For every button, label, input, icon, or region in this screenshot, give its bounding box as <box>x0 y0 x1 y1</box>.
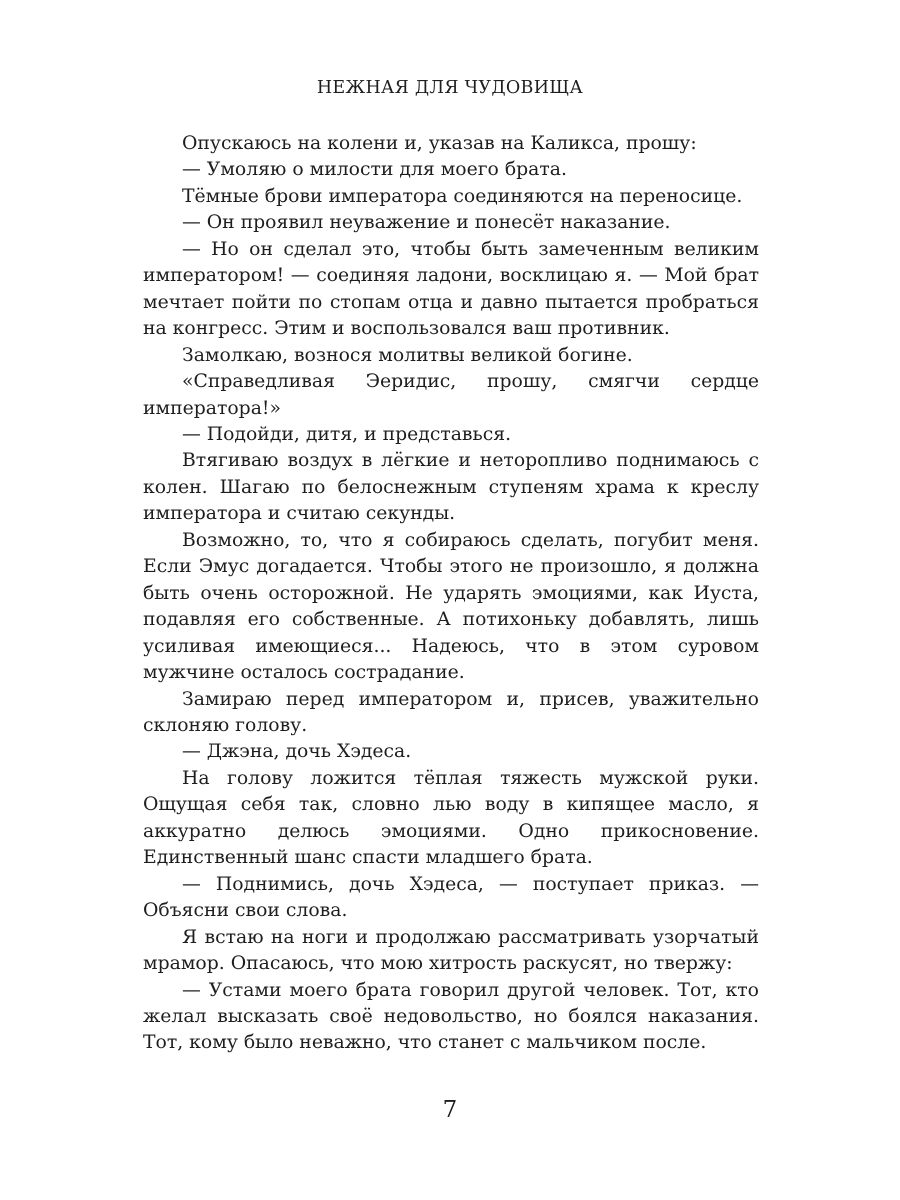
paragraph: Замолкаю, вознося молитвы великой богине. <box>182 344 633 366</box>
page-number: 7 <box>442 1097 458 1123</box>
paragraph: Замираю перед императором и, присев, уважительно склоняю голову. <box>143 688 759 736</box>
paragraph: — Умоляю о милости для моего брата. <box>182 159 567 181</box>
paragraph: На голову ложится тёплая тяжесть мужской руки. Ощущая себя так, словно лью воду в кипящее масло, я аккуратно делюсь эмоциями. Одно прикосновение. Единственный шанс спасти младшего брата. <box>143 767 759 869</box>
paragraph: Возможно, то, что я собираюсь сделать, погубит меня. Если Эмус догадается. Чтобы этого не произошло, я должна быть очень осторожной. Не ударять эмоциями, как Иуста, подавляя его собственные. А потихоньку добавлять, лишь усиливая имеющиеся... Надеюсь, что в этом суровом мужчине осталось сострадание. <box>143 529 759 684</box>
paragraph: «Справедливая Эеридис, прошу, смягчи сердце императора!» <box>143 371 759 419</box>
paragraph: — Подойди, дитя, и представься. <box>182 423 512 445</box>
paragraph: Опускаюсь на колени и, указав на Каликса, прошу: <box>182 133 697 154</box>
paragraph: Я встаю на ноги и продолжаю рассматривать узорчатый мрамор. Опасаюсь, что мою хитрость раскусят, но твержу: <box>143 926 759 975</box>
body-text <box>143 131 759 1057</box>
paragraph: — Но он сделал это, чтобы быть замеченным великим императором! — соединяя ладони, восклицаю я. — Мой брат мечтает пойти по стопам отца и давно пытается пробраться на конгресс. Этим и воспользовался ваш противник. <box>143 238 759 340</box>
paragraph: Втягиваю воздух в лёгкие и неторопливо поднимаюсь с колен. Шагаю по белоснежным ступеням храма к креслу императора и считаю секунды. <box>143 450 759 525</box>
paragraph: — Поднимись, дочь Хэдеса, — поступает приказ. — Объясни свои слова. <box>143 873 759 922</box>
paragraph: Тёмные брови императора соединяются на переносице. <box>182 185 743 207</box>
running-head: НЕЖНАЯ ДЛЯ ЧУДОВИЩА <box>316 78 584 98</box>
paragraph: — Устами моего брата говорил другой человек. Тот, кто желал высказать своё недовольство, но боялся наказания. Тот, кому было неважно, что станет с мальчиком после. <box>143 979 759 1054</box>
paragraph: — Джэна, дочь Хэдеса. <box>182 741 412 763</box>
paragraph: — Он проявил неуважение и понесёт наказание. <box>182 212 671 234</box>
